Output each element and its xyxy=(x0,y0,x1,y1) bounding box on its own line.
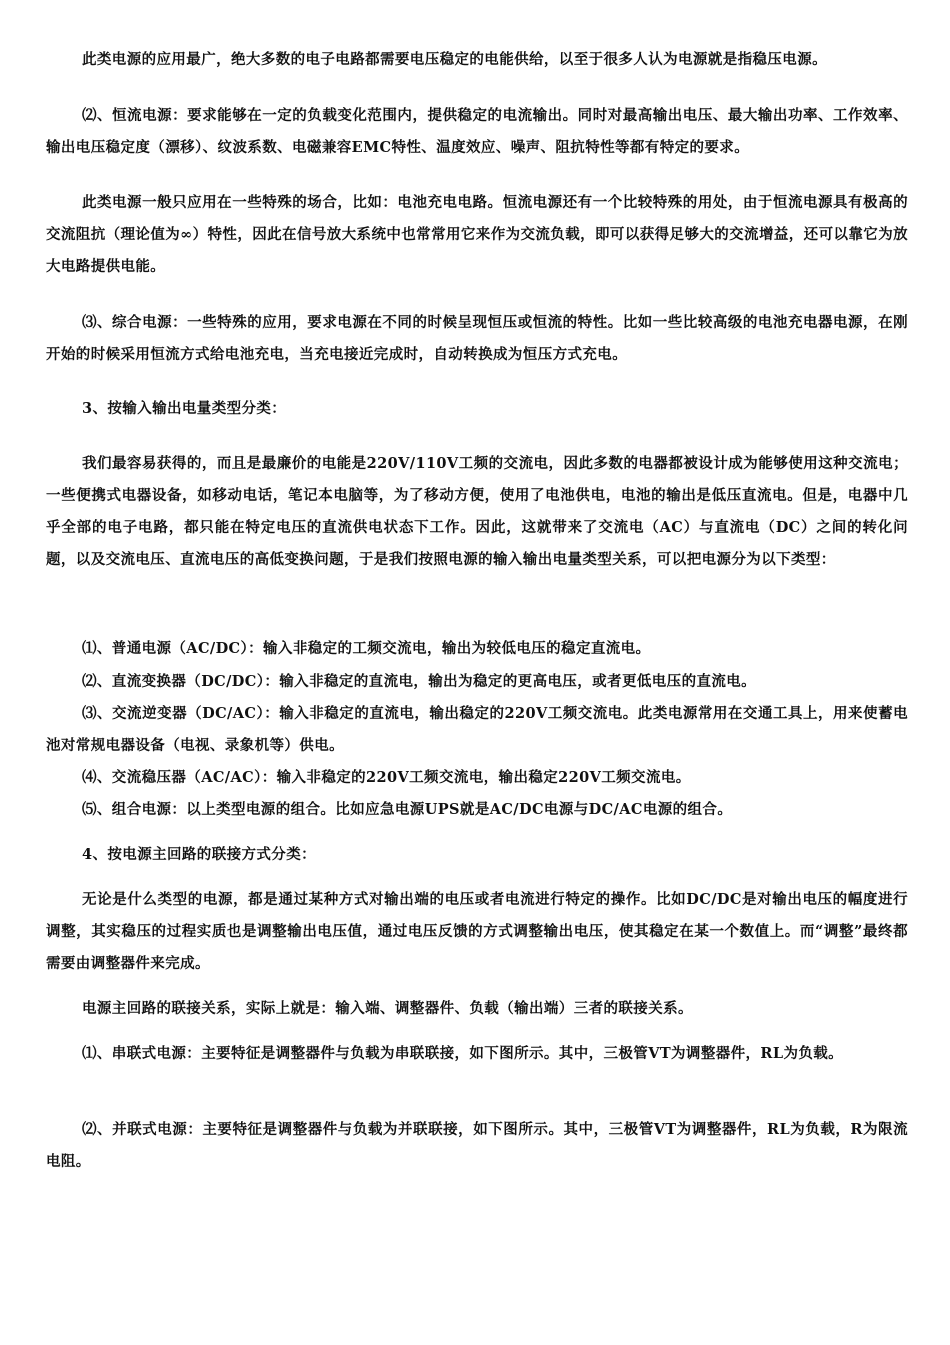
list-item-dc-dc: ⑵、直流变换器（DC/DC）：输入非稳定的直流电，输出为稳定的更高电压，或者更低电压的直流电。 xyxy=(82,673,757,690)
paragraph-ac-dc-conversion: 我们最容易获得的，而且是最廉价的电能是220V/110V工频的交流电，因此多数的电器都被设计成为能够使用这种交流电；一些便携式电器设备，如移动电话，笔记本电脑等，为了移动方便，使用了电池供电，电池的输出是低压直流电。但是，电器中几乎全部的电子电路，都只能在特定电压的直流供电状态下工作。因此，这就带来了交流电（AC）与直流电（DC）之间的转化问题，以及交流电压、直流电压的高低变换问题，于是我们按照电源的输入输出电量类型关系，可以把电源分为以下类型： xyxy=(46,455,908,568)
paragraph-regulation: 无论是什么类型的电源，都是通过某种方式对输出端的电压或者电流进行特定的操作。比如DC/DC是对输出电压的幅度进行调整，其实稳压的过程实质也是调整输出电压值，通过电压反馈的方式调整输出电压，使其稳定在某一个数值上。而“调整”最终都需要由调整器件来完成。 xyxy=(46,891,908,972)
paragraph-stabilized-supply-usage: 此类电源的应用最广，绝大多数的电子电路都需要电压稳定的电能供给，以至于很多人认为电源就是指稳压电源。 xyxy=(82,51,827,68)
paragraph-constant-current-usage: 此类电源一般只应用在一些特殊的场合，比如：电池充电电路。恒流电源还有一个比较特殊的用处，由于恒流电源具有极高的交流阻抗（理论值为∞）特性，因此在信号放大系统中也常常用它来作为交流负载，即可以获得足够大的交流增益，还可以靠它为放大电路提供电能。 xyxy=(46,194,908,275)
paragraph-parallel-supply: ⑵、并联式电源：主要特征是调整器件与负载为并联联接，如下图所示。其中，三极管VT为调整器件，RL为负载，R为限流电阻。 xyxy=(46,1121,908,1170)
paragraph-constant-current-supply: ⑵、恒流电源：要求能够在一定的负载变化范围内，提供稳定的电流输出。同时对最高输出电压、最大输出功率、工作效率、输出电压稳定度（漂移）、纹波系数、电磁兼容EMC特性、温度效应、噪声、阻抗特性等都有特定的要求。 xyxy=(46,107,908,156)
list-item-dc-ac: ⑶、交流逆变器（DC/AC）：输入非稳定的直流电，输出稳定的220V工频交流电。此类电源常用在交通工具上，用来使蓄电池对常规电器设备（电视、录象机等）供电。 xyxy=(46,705,908,754)
list-item-ac-dc: ⑴、普通电源（AC/DC）：输入非稳定的工频交流电，输出为较低电压的稳定直流电。 xyxy=(82,640,651,657)
list-item-ac-ac: ⑷、交流稳压器（AC/AC）：输入非稳定的220V工频交流电，输出稳定220V工频交流电。 xyxy=(82,769,691,786)
section-heading-io-type: 3、按输入输出电量类型分类： xyxy=(82,400,287,417)
list-item-combined: ⑸、组合电源：以上类型电源的组合。比如应急电源UPS就是AC/DC电源与DC/AC电源的组合。 xyxy=(82,801,733,818)
paragraph-combined-supply: ⑶、综合电源：一些特殊的应用，要求电源在不同的时候呈现恒压或恒流的特性。比如一些比较高级的电池充电器电源，在刚开始的时候采用恒流方式给电池充电，当充电接近完成时，自动转换成为恒压方式充电。 xyxy=(46,314,908,363)
paragraph-series-supply: ⑴、串联式电源：主要特征是调整器件与负载为串联联接，如下图所示。其中，三极管VT为调整器件，RL为负载。 xyxy=(82,1045,844,1062)
section-heading-main-circuit: 4、按电源主回路的联接方式分类： xyxy=(82,846,316,863)
paragraph-circuit-relationship: 电源主回路的联接关系，实际上就是：输入端、调整器件、负载（输出端）三者的联接关系。 xyxy=(82,1000,693,1017)
